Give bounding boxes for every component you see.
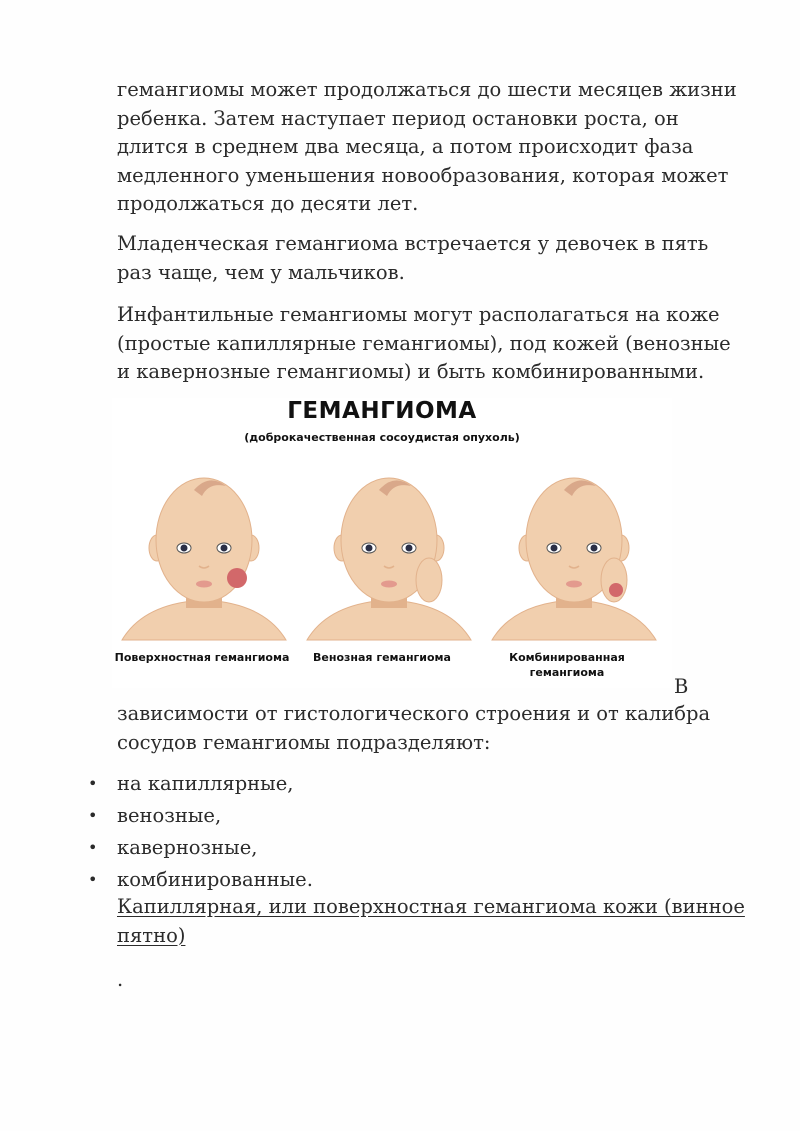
baby-faces-drawing: [112, 468, 672, 648]
hemangioma-swelling: [416, 558, 442, 602]
list-item: • комбинированные.: [88, 864, 313, 896]
baby-face-combined: [492, 478, 656, 640]
figure-title: ГЕМАНГИОМА: [287, 398, 477, 424]
paragraph-growth-phases: гемангиомы может продолжаться до шести месяцев жизни ребенка. Затем наступает период остановки роста, он длится в среднем два месяца, а потом происходит фаза медленного уменьшения новообразования, которая может продолжаться до десяти лет.: [117, 78, 737, 215]
hemangioma-mark: [609, 583, 623, 597]
paragraph-classification-first-word: В: [674, 675, 689, 698]
bullet-icon: •: [88, 870, 98, 889]
pupil: [181, 545, 188, 552]
hemangioma-mark: [227, 568, 247, 588]
trailing-period: .: [117, 968, 124, 991]
pupil: [591, 545, 598, 552]
pupil: [221, 545, 228, 552]
pupil: [551, 545, 558, 552]
label-combined: Комбинированная гемангиома: [509, 651, 625, 679]
mouth: [381, 581, 397, 588]
hemangioma-illustration: [112, 398, 672, 688]
label-venous: Венозная гемангиома: [313, 651, 451, 664]
mouth: [566, 581, 582, 588]
hemangioma-types-list: [88, 768, 313, 896]
paragraph-gender-incidence: Младенческая гемангиома встречается у девочек в пять раз чаще, чем у мальчиков.: [117, 232, 709, 284]
mouth: [196, 581, 212, 588]
list-item: • на капиллярные,: [88, 768, 313, 800]
paragraph-classification: зависимости от гистологического строения и от калибра сосудов гемангиомы подразделяют:: [117, 702, 711, 754]
list-item: • кавернозные,: [88, 832, 313, 864]
bullet-icon: •: [88, 774, 98, 793]
figure-subtitle: (доброкачественная сосоудистая опухоль): [244, 431, 520, 444]
baby-face-venous: [307, 478, 471, 640]
pupil: [406, 545, 413, 552]
bullet-icon: •: [88, 806, 98, 825]
capillary-hemangioma-link[interactable]: Капиллярная, или поверхностная гемангиома кожи (винное пятно): [117, 895, 745, 947]
bullet-icon: •: [88, 838, 98, 857]
label-superficial: Поверхностная гемангиома: [114, 651, 290, 664]
list-item: • венозные,: [88, 800, 313, 832]
baby-face-superficial: [122, 478, 286, 640]
pupil: [366, 545, 373, 552]
paragraph-locations: Инфантильные гемангиомы могут располагаться на коже (простые капиллярные гемангиомы), под кожей (венозные и кавернозные гемангиомы) и быть комбинированными.: [117, 303, 731, 383]
